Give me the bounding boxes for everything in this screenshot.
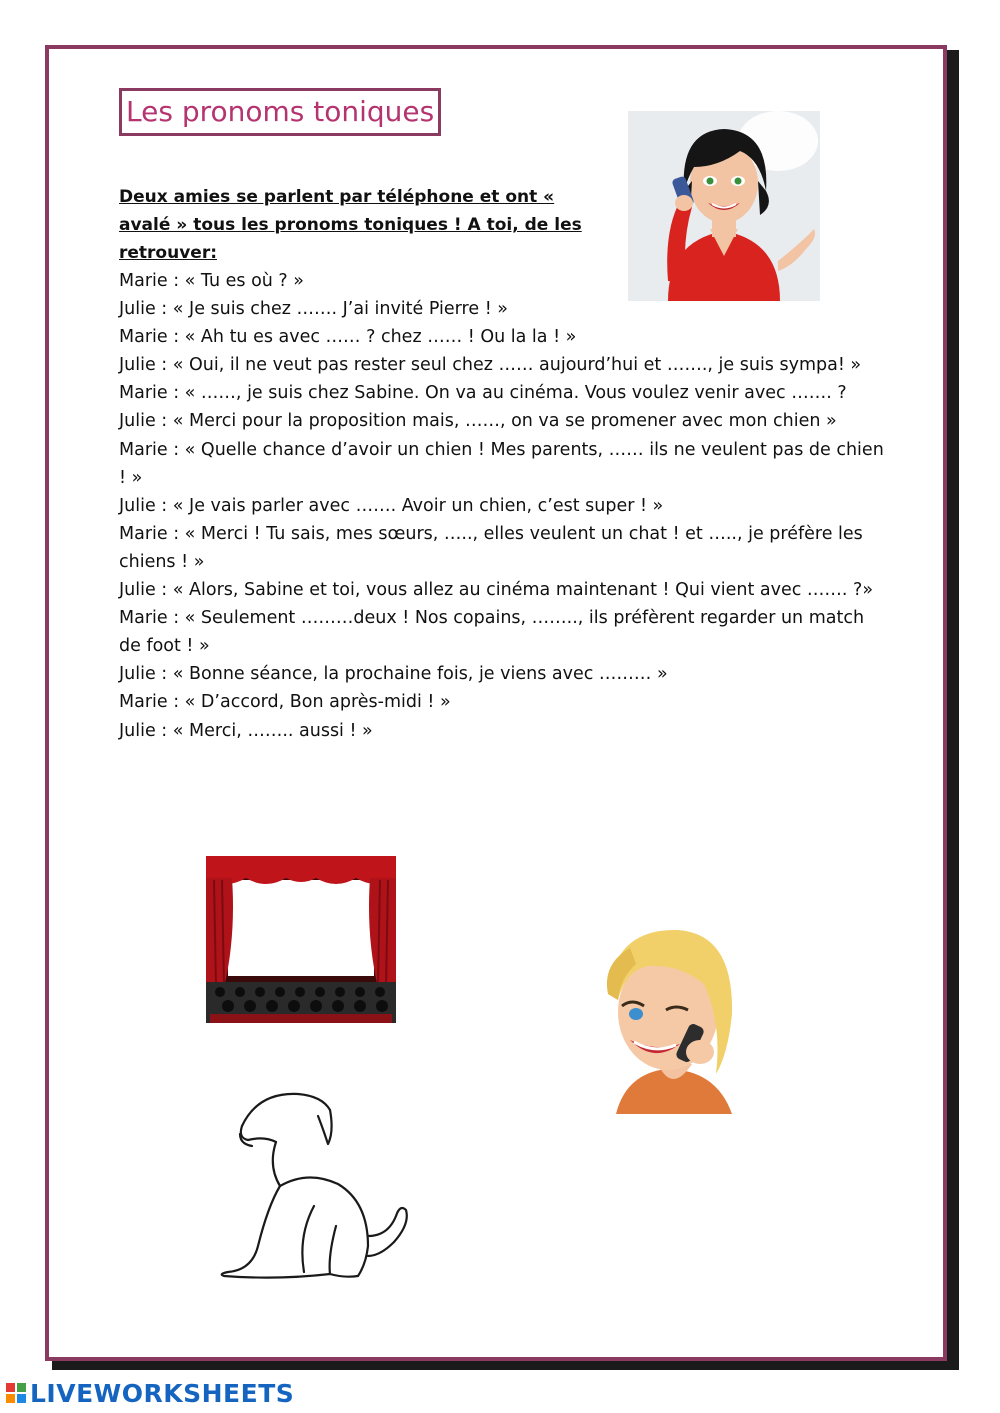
worksheet-title: Les pronoms toniques	[119, 88, 441, 136]
instructions: Deux amies se parlent par téléphone et ont « avalé » tous les pronoms toniques ! A toi, de les retrouver:	[119, 187, 582, 263]
dialogue-line: Marie : « Ah tu es avec …… ? chez …… ! Ou la la ! »	[119, 327, 577, 348]
dialogue-line: Julie : « Bonne séance, la prochaine fois, je viens avec ……… »	[119, 664, 668, 685]
cinema-illustration	[206, 856, 396, 1023]
liveworksheets-logo	[6, 1378, 294, 1408]
dialogue-line: Marie : « ……, je suis chez Sabine. On va au cinéma. Vous voulez venir avec ……. ?	[119, 383, 847, 404]
dialogue-line: Julie : « Alors, Sabine et toi, vous allez au cinéma maintenant ! Qui vient avec ……. ?»	[119, 580, 874, 601]
dialogue-line: Marie : « Tu es où ? »	[119, 271, 304, 291]
blonde-woman-on-phone-illustration	[596, 924, 738, 1114]
dog-drawing	[218, 1086, 418, 1282]
dialogue-line: Julie : « Je vais parler avec ……. Avoir un chien, c’est super ! »	[119, 495, 664, 516]
logo-blocks-icon	[6, 1383, 26, 1403]
dialogue-line: Julie : « Oui, il ne veut pas rester seul chez …… aujourd’hui et ……., je suis sympa! »	[119, 355, 862, 376]
dialogue-line: Marie : « Merci ! Tu sais, mes sœurs, ….., elles veulent un chat ! et ….., je préfère les chiens ! »	[119, 523, 863, 572]
dialogue-line: Julie : « Je suis chez ……. J’ai invité Pierre ! »	[119, 299, 508, 320]
dialogue-line: Julie : « Merci, …….. aussi ! »	[119, 720, 373, 741]
dialogue	[119, 267, 889, 745]
dialogue-line: Marie : « D’accord, Bon après-midi ! »	[119, 692, 451, 713]
dialogue-line: Marie : « Seulement ………deux ! Nos copains, …….., ils préfèrent regarder un match de foot ! »	[119, 608, 865, 657]
dialogue-line: Julie : « Merci pour la proposition mais, ……, on va se promener avec mon chien »	[119, 411, 837, 432]
woman-on-phone-illustration	[628, 111, 820, 301]
dialogue-line: Marie : « Quelle chance d’avoir un chien ! Mes parents, …… ils ne veulent pas de chien ! »	[119, 439, 884, 488]
brand-name: LIVEWORKSHEETS	[30, 1378, 295, 1408]
